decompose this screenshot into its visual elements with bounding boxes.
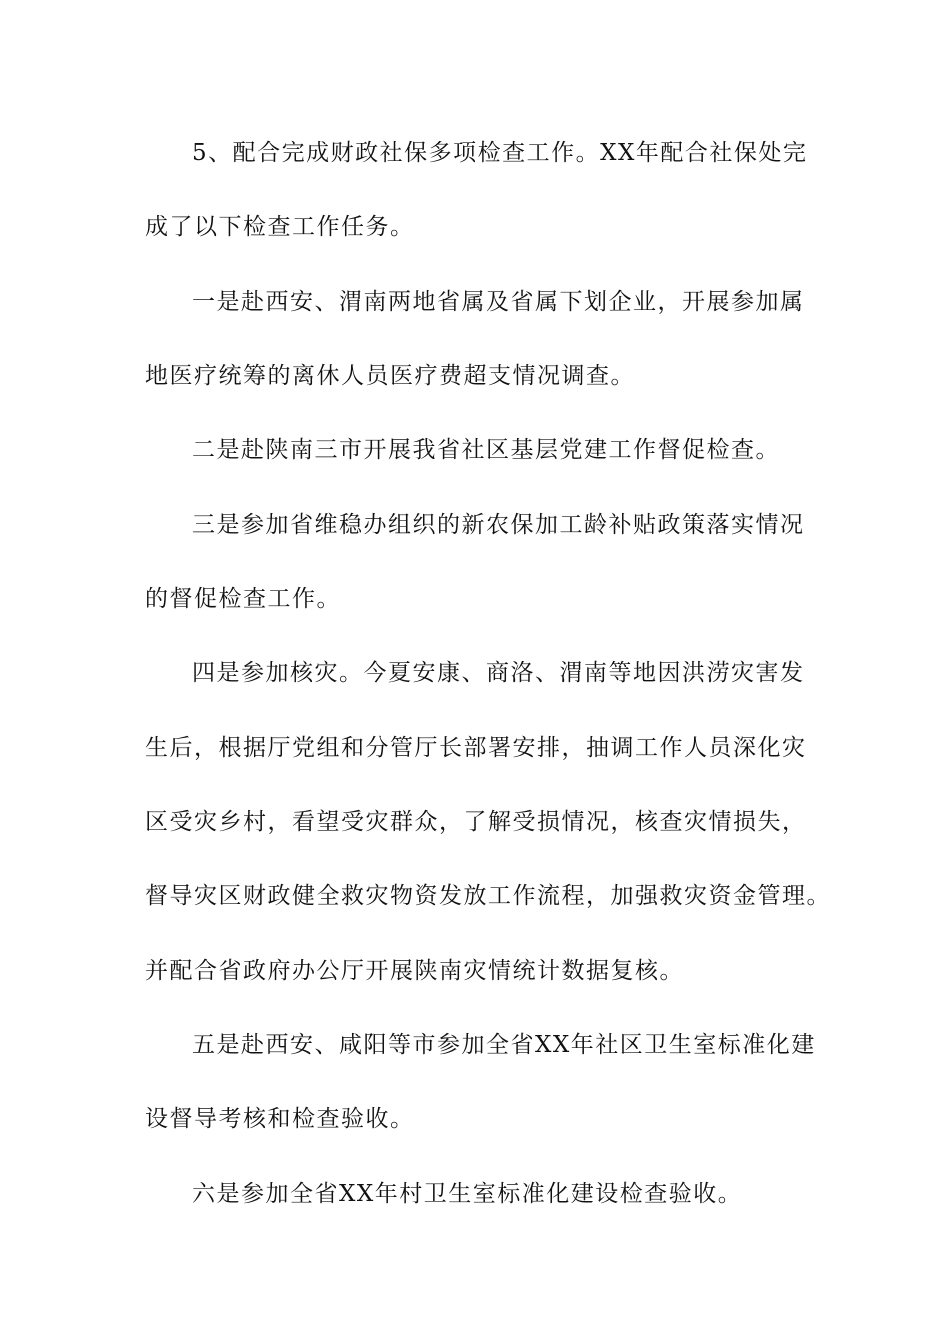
item-4-line-1: 四是参加核灾。今夏安康、商洛、渭南等地因洪涝灾害发 [192,660,805,686]
item-4-line-5: 并配合省政府办公厅开展陕南灾情统计数据复核。 [145,958,684,984]
item-4-line-2: 生后，根据厅党组和分管厅长部署安排，抽调工作人员深化灾 [145,735,807,761]
item-5-line-1: 五是赴西安、咸阳等市参加全省XX年社区卫生室标准化建 [192,1032,816,1058]
paragraph-5-line-2: 成了以下检查工作任务。 [145,214,415,240]
item-6-line-1: 六是参加全省XX年村卫生室标准化建设检查验收。 [192,1181,743,1207]
item-3-line-1: 三是参加省维稳办组织的新农保加工龄补贴政策落实情况 [192,512,805,538]
item-4-line-4: 督导灾区财政健全救灾物资发放工作流程，加强救灾资金管理。 [145,883,831,909]
item-5-line-2: 设督导考核和检查验收。 [145,1106,415,1132]
paragraph-5-line-1: 5、配合完成财政社保多项检查工作。XX年配合社保处完 [192,140,808,166]
item-1-line-1: 一是赴西安、渭南两地省属及省属下划企业，开展参加属 [192,289,805,315]
item-4-line-3: 区受灾乡村，看望受灾群众，了解受损情况，核查灾情损失， [145,809,807,835]
item-3-line-2: 的督促检查工作。 [145,586,341,612]
item-2-line-1: 二是赴陕南三市开展我省社区基层党建工作督促检查。 [192,437,780,463]
item-1-line-2: 地医疗统筹的离休人员医疗费超支情况调查。 [145,363,635,389]
